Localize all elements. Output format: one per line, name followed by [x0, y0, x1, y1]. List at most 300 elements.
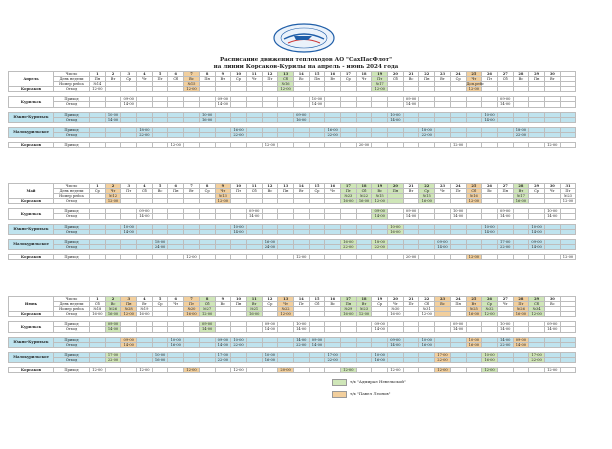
weekday-cell: Пт: [184, 302, 200, 307]
day-number: 29: [529, 72, 545, 77]
time-cell: 09-00: [121, 337, 137, 342]
time-cell: 22-00: [325, 357, 341, 362]
port-name: Корсаков: [9, 254, 54, 259]
weekday-cell: Чт: [105, 189, 121, 194]
weekday-cell: Вт: [215, 77, 231, 82]
weekday-cell: Вт: [466, 302, 482, 307]
time-cell: №27: [199, 307, 215, 312]
day-number: 7: [184, 297, 200, 302]
time-cell: 14-00: [293, 337, 309, 342]
time-cell: 14-00: [121, 229, 137, 234]
time-cell: 12-00: [278, 312, 294, 317]
weekday-cell: Чт: [544, 189, 560, 194]
time-cell: 14-00: [246, 214, 262, 219]
day-number: 10: [231, 72, 247, 77]
weekday-cell: Пн: [278, 189, 294, 194]
time-cell: 14-00: [497, 102, 513, 107]
weekday-cell: Ср: [262, 302, 278, 307]
port-name: Курильск: [9, 322, 54, 332]
weekday-cell: Вт: [403, 189, 419, 194]
weekday-cell: Ср: [450, 77, 466, 82]
legend-swatch-green: [332, 379, 347, 386]
weekday-cell: Вт: [105, 77, 121, 82]
day-number: 27: [497, 297, 513, 302]
time-cell: №32: [482, 307, 498, 312]
month-name: Май: [9, 184, 54, 199]
time-cell: 16-00: [90, 312, 106, 317]
time-cell: 22-00: [325, 132, 341, 137]
port-name: Корсаков: [9, 312, 54, 317]
port-name: Южно-Курильск: [9, 337, 54, 347]
time-cell: №17: [372, 82, 388, 87]
day-number: 1: [90, 184, 106, 189]
time-cell: 09-00: [435, 239, 451, 244]
time-cell: 09-00: [137, 209, 153, 214]
time-cell: 20-00: [356, 142, 372, 147]
time-cell: 12-00: [278, 87, 294, 92]
weekday-cell: Ср: [121, 77, 137, 82]
time-cell: 12-00: [356, 312, 372, 317]
time-cell: 10-00: [482, 352, 498, 357]
weekday-cell: Пн: [529, 77, 545, 82]
time-cell: №34: [529, 307, 545, 312]
weekday-cell: Ср: [482, 302, 498, 307]
day-number: 21: [403, 72, 419, 77]
time-cell: 16-00: [184, 312, 200, 317]
weekday-cell: Сб: [309, 302, 325, 307]
time-cell: 16-00: [262, 357, 278, 362]
day-number: 8: [199, 297, 215, 302]
weekday-cell: Пн: [121, 302, 137, 307]
day-number: 18: [356, 184, 372, 189]
time-cell: 14-00: [529, 229, 545, 234]
time-cell: 12-00: [529, 312, 545, 317]
row-label: Число: [54, 72, 90, 77]
day-number: 19: [372, 184, 388, 189]
time-cell: 17-00: [105, 352, 121, 357]
weekday-cell: Вс: [435, 302, 451, 307]
day-number: 23: [435, 184, 451, 189]
time-cell: 10-00: [419, 337, 435, 342]
weekday-cell: Вс: [293, 77, 309, 82]
weekday-cell: Ср: [341, 77, 357, 82]
row-label: Отход: [54, 244, 90, 249]
legend-swatch-orange: [332, 391, 347, 398]
port-name: Малокурильское: [9, 239, 54, 249]
time-cell: 14-00: [231, 229, 247, 234]
port-name: Курильск: [9, 97, 54, 107]
month-table-1: [8, 71, 576, 148]
time-cell: 16-00: [482, 357, 498, 362]
weekday-cell: Вс: [215, 302, 231, 307]
time-cell: 16-00: [419, 199, 435, 204]
weekday-cell: Чт: [497, 302, 513, 307]
time-cell: 18-00: [137, 127, 153, 132]
day-number: 3: [121, 297, 137, 302]
time-cell: 09-00: [450, 322, 466, 327]
time-cell: №22: [356, 194, 372, 199]
day-number: 3: [121, 72, 137, 77]
time-cell: 12-00: [544, 142, 560, 147]
time-cell: 12-00: [184, 367, 200, 372]
time-cell: 16-00: [293, 117, 309, 122]
time-cell: №15: [372, 194, 388, 199]
time-cell: 10-00: [105, 112, 121, 117]
time-cell: 17-00: [497, 239, 513, 244]
time-cell: 20-00: [403, 254, 419, 259]
weekday-cell: Вт: [184, 189, 200, 194]
weekday-cell: Сб: [246, 189, 262, 194]
row-label: Приход: [54, 337, 90, 342]
month-name: Апрель: [9, 72, 54, 87]
day-number: 4: [137, 72, 153, 77]
time-cell: 14-00: [403, 102, 419, 107]
time-cell: 09-00: [372, 322, 388, 327]
weekday-cell: Вт: [325, 77, 341, 82]
row-label: Отход: [54, 102, 90, 107]
day-number: 12: [262, 184, 278, 189]
time-cell: 09-00: [105, 322, 121, 327]
day-number: 23: [435, 297, 451, 302]
time-cell: 17-00: [325, 352, 341, 357]
time-cell: 18-00: [152, 239, 168, 244]
port-name: Корсаков: [9, 87, 54, 92]
row-label: Приход: [54, 352, 90, 357]
time-cell: 09-00: [497, 97, 513, 102]
time-cell: 09-00: [544, 322, 560, 327]
time-cell: 24-00: [152, 244, 168, 249]
day-number: 29: [529, 184, 545, 189]
day-number: 18: [356, 297, 372, 302]
weekday-cell: Пн: [419, 77, 435, 82]
time-cell: 10-00: [497, 322, 513, 327]
time-cell: №14: [90, 82, 106, 87]
weekday-cell: Пт: [152, 77, 168, 82]
row-label: Отход: [54, 342, 90, 347]
time-cell: 22-00: [419, 132, 435, 137]
port-name: Корсаков: [9, 142, 54, 147]
time-cell: 09-00: [199, 322, 215, 327]
time-cell: 17-00: [435, 352, 451, 357]
weekday-cell: Пт: [450, 189, 466, 194]
time-cell: 12-00: [293, 254, 309, 259]
row-label: День недели: [54, 189, 90, 194]
time-cell: 14-00: [199, 327, 215, 332]
weekday-cell: Сб: [388, 77, 404, 82]
day-number: 29: [529, 297, 545, 302]
day-number: 22: [419, 72, 435, 77]
row-label: Число: [54, 184, 90, 189]
time-cell: 12-00: [466, 87, 482, 92]
weekday-cell: Вт: [293, 189, 309, 194]
time-cell: №29: [341, 307, 357, 312]
row-label: Отход: [54, 132, 90, 137]
weekday-cell: Пн: [497, 189, 513, 194]
time-cell: 12-00: [231, 367, 247, 372]
time-cell: 09-00: [293, 112, 309, 117]
time-cell: 22-00: [231, 132, 247, 137]
time-cell: 12-00: [560, 199, 576, 204]
weekday-cell: Вс: [372, 189, 388, 194]
time-cell: 10-00: [231, 337, 247, 342]
day-number: 3: [121, 184, 137, 189]
time-cell: 14-00: [482, 117, 498, 122]
time-cell: 20-00: [278, 367, 294, 372]
time-cell: 14-00: [372, 214, 388, 219]
weekday-cell: Чт: [168, 302, 184, 307]
day-number: 25: [466, 184, 482, 189]
weekday-cell: Чт: [435, 189, 451, 194]
legend-label-leonov: т/х "Павел Леонов": [350, 391, 391, 396]
time-cell: 10-00: [482, 224, 498, 229]
weekday-cell: Пн: [450, 302, 466, 307]
weekday-cell: Чт: [137, 77, 153, 82]
time-cell: 14-00: [262, 327, 278, 332]
time-cell: 14-00: [121, 102, 137, 107]
weekday-cell: Пн: [90, 77, 106, 82]
row-label: Приход: [54, 142, 90, 147]
day-number: 2: [105, 184, 121, 189]
weekday-cell: Вт: [435, 77, 451, 82]
time-cell: 16-00: [246, 312, 262, 317]
time-cell: 12-00: [388, 367, 404, 372]
day-number: 30: [544, 297, 560, 302]
time-cell: 09-00: [529, 239, 545, 244]
time-cell: 16-00: [341, 199, 357, 204]
time-cell: Доп.рейс: [466, 82, 484, 87]
day-number: 6: [168, 184, 184, 189]
time-cell: №25: [466, 307, 482, 312]
time-cell: 12-00: [184, 254, 200, 259]
day-number: 8: [199, 72, 215, 77]
day-number: 25: [466, 72, 482, 77]
day-number: 11: [246, 297, 262, 302]
day-number: 13: [278, 72, 294, 77]
time-cell: 09-00: [309, 337, 325, 342]
weekday-cell: Сб: [90, 302, 106, 307]
time-cell: 10-00: [293, 322, 309, 327]
weekday-cell: Пн: [231, 302, 247, 307]
weekday-cell: Пт: [262, 77, 278, 82]
month-table-2: [8, 183, 576, 260]
time-cell: 09-00: [513, 337, 529, 342]
weekday-cell: Пт: [231, 189, 247, 194]
weekday-cell: Пн: [168, 189, 184, 194]
time-cell: 10-00: [152, 352, 168, 357]
day-number: 1: [90, 72, 106, 77]
weekday-cell: Вт: [544, 77, 560, 82]
row-label: Отход: [54, 117, 90, 122]
weekday-cell: Сб: [466, 189, 482, 194]
weekday-cell: Чт: [278, 302, 294, 307]
time-cell: 16-00: [419, 342, 435, 347]
time-cell: 09-00: [246, 209, 262, 214]
day-number: 9: [215, 297, 231, 302]
port-name: Южно-Курильск: [9, 224, 54, 234]
time-cell: 17-00: [529, 352, 545, 357]
row-label: Приход: [54, 112, 90, 117]
day-number: 30: [544, 72, 560, 77]
time-cell: 10-00: [466, 337, 482, 342]
weekday-cell: Ср: [199, 189, 215, 194]
time-cell: 14-00: [403, 214, 419, 219]
row-label: Число: [54, 297, 90, 302]
weekday-cell: Пн: [199, 77, 215, 82]
weekday-cell: Вс: [544, 302, 560, 307]
row-label: Приход: [54, 209, 90, 214]
row-label: Отход: [54, 87, 90, 92]
time-cell: 16-00: [341, 312, 357, 317]
time-cell: 16-00: [466, 312, 482, 317]
time-cell: 16-00: [341, 239, 357, 244]
day-number: 22: [419, 184, 435, 189]
day-number: 26: [482, 72, 498, 77]
day-number: 28: [513, 184, 529, 189]
weekday-cell: Вт: [246, 302, 262, 307]
day-number: 10: [231, 184, 247, 189]
time-cell: 12-00: [121, 312, 137, 317]
weekday-cell: Чт: [388, 302, 404, 307]
time-cell: №15: [184, 82, 200, 87]
month-table-3: [8, 296, 576, 373]
weekday-cell: Пт: [341, 189, 357, 194]
day-number: 16: [325, 297, 341, 302]
time-cell: 16-00: [388, 229, 404, 234]
day-number: 4: [137, 297, 153, 302]
day-number: 7: [184, 184, 200, 189]
weekday-cell: Пн: [309, 77, 325, 82]
weekday-cell: Пт: [372, 77, 388, 82]
day-number: 10: [231, 297, 247, 302]
time-cell: 09-00: [388, 337, 404, 342]
time-cell: 22-00: [513, 132, 529, 137]
row-label: Отход: [54, 327, 90, 332]
time-cell: 14-00: [215, 102, 231, 107]
company-logo: [270, 22, 338, 54]
weekday-cell: Пт: [482, 77, 498, 82]
time-cell: №19: [137, 307, 153, 312]
day-number: 19: [372, 72, 388, 77]
day-number: 21: [403, 184, 419, 189]
time-cell: №23: [356, 307, 372, 312]
time-cell: 12-00: [199, 312, 215, 317]
row-label: Номер рейса: [54, 307, 90, 312]
time-cell: 10-00: [372, 352, 388, 357]
time-cell: 14-00: [482, 229, 498, 234]
day-number: 19: [372, 297, 388, 302]
time-cell: №23: [560, 194, 576, 199]
port-name: Малокурильское: [9, 352, 54, 362]
schedule-title: Расписание движения теплоходов АО "СахПасФлот": [219, 57, 393, 63]
time-cell: 14-00: [497, 214, 513, 219]
row-label: Отход: [54, 214, 90, 219]
row-label: Отход: [54, 357, 90, 362]
day-number: 23: [435, 72, 451, 77]
time-cell: 14-00: [372, 327, 388, 332]
day-number: 13: [278, 297, 294, 302]
time-cell: 22-00: [372, 244, 388, 249]
time-cell: 16-00: [262, 239, 278, 244]
weekday-cell: Ср: [309, 189, 325, 194]
weekday-cell: Пт: [560, 189, 576, 194]
time-cell: 16-00: [199, 117, 215, 122]
day-number: 20: [388, 72, 404, 77]
time-cell: 14-00: [450, 214, 466, 219]
time-cell: 22-00: [497, 342, 513, 347]
time-cell: 14-00: [529, 244, 545, 249]
day-number: 24: [450, 297, 466, 302]
day-number: 18: [356, 72, 372, 77]
day-number: 26: [482, 184, 498, 189]
time-cell: №13: [215, 194, 231, 199]
day-number: 20: [388, 184, 404, 189]
port-name: Корсаков: [9, 367, 54, 372]
day-number: 21: [403, 297, 419, 302]
row-label: День недели: [54, 302, 90, 307]
time-cell: 09-00: [215, 337, 231, 342]
day-number: 12: [262, 297, 278, 302]
weekday-cell: Чт: [246, 77, 262, 82]
time-cell: 14-00: [121, 342, 137, 347]
day-number: 15: [309, 72, 325, 77]
time-cell: 22-00: [137, 132, 153, 137]
time-cell: 14-00: [309, 102, 325, 107]
month-name: Июнь: [9, 297, 54, 312]
day-number: 27: [497, 184, 513, 189]
time-cell: 12-00: [168, 142, 184, 147]
time-cell: 14-00: [105, 117, 121, 122]
day-number: 8: [199, 184, 215, 189]
time-cell: 16-00: [168, 342, 184, 347]
time-cell: 10-00: [482, 112, 498, 117]
day-number: 1: [90, 297, 106, 302]
time-cell: №26: [105, 307, 121, 312]
day-number: 25: [466, 297, 482, 302]
time-cell: 10-00: [388, 112, 404, 117]
time-cell: №17: [513, 194, 529, 199]
time-cell: 14-00: [513, 342, 529, 347]
schedule-subtitle: на линии Корсаков-Курилы на апрель - июнь 2024 года: [213, 64, 399, 70]
time-cell: 12-00: [482, 312, 498, 317]
time-cell: №15: [419, 194, 435, 199]
day-number: 27: [497, 72, 513, 77]
row-label: Приход: [54, 367, 90, 372]
weekday-cell: Чт: [325, 189, 341, 194]
time-cell: 12-00: [560, 254, 576, 259]
time-cell: 09-00: [262, 322, 278, 327]
time-cell: 22-00: [215, 357, 231, 362]
time-cell: 12-00: [435, 367, 451, 372]
time-cell: 10-00: [309, 97, 325, 102]
day-number: 28: [513, 72, 529, 77]
weekday-cell: Пт: [121, 189, 137, 194]
day-number: 9: [215, 184, 231, 189]
weekday-cell: Ср: [90, 189, 106, 194]
time-cell: №23: [341, 194, 357, 199]
time-cell: 10-00: [199, 112, 215, 117]
time-cell: 12-00: [450, 142, 466, 147]
port-name: Малокурильское: [9, 127, 54, 137]
weekday-cell: Пт: [403, 302, 419, 307]
time-cell: 12-00: [215, 199, 231, 204]
time-cell: 16-00: [325, 127, 341, 132]
row-label: Отход: [54, 199, 90, 204]
weekday-cell: Сб: [137, 189, 153, 194]
time-cell: 14-00: [435, 244, 451, 249]
weekday-cell: Сб: [497, 77, 513, 82]
time-cell: 10-00: [168, 337, 184, 342]
time-cell: 12-00: [137, 367, 153, 372]
